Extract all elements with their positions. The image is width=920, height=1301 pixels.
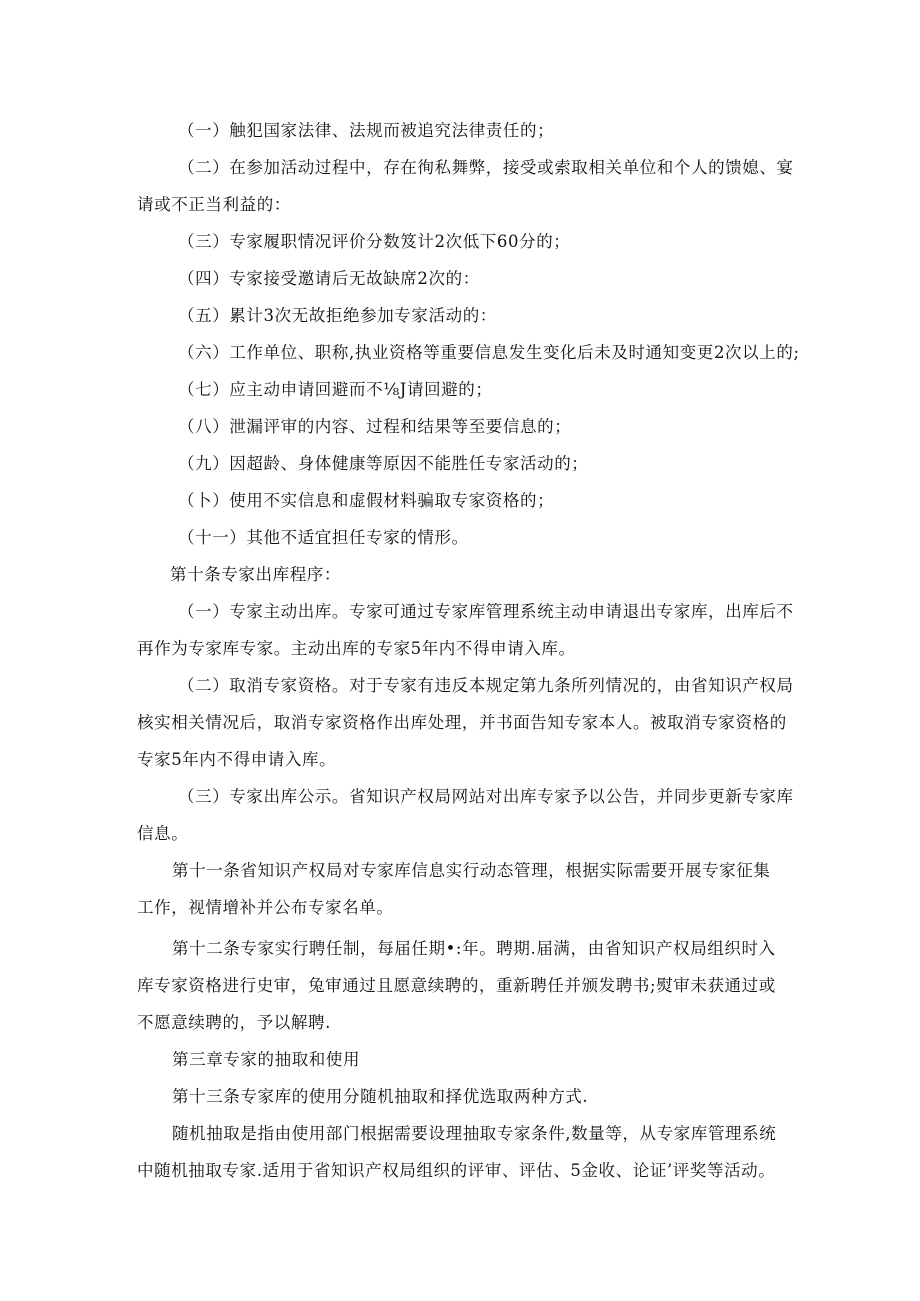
clause-item-4: （四）专家接受邀请后无故缺席2次的：: [178, 269, 480, 288]
clause-item-5: （五）累计3次无故拒绝参加专家活动的：: [178, 306, 497, 325]
clause-item-8: （八）泄漏评审的内容、过程和结果等至要信息的；: [178, 417, 572, 436]
article-12: 第十二条专家实行聘任制，每届任期•:年。聘期.届满，由省知识产权局组织时入: [172, 939, 776, 958]
article-10-item-3-cont: 信息。: [137, 824, 189, 843]
clause-item-2-cont: 请或不正当利益的：: [137, 195, 291, 214]
clause-item-11: （十一）其他不适宜担任专家的情形。: [178, 528, 469, 547]
article-12-cont-2: 不愿意续聘的，予以解聘.: [137, 1013, 331, 1032]
article-10-item-1-cont: 再作为专家库专家。主动出库的专家5年内不得申请入库。: [137, 639, 576, 658]
clause-item-10: （卜）使用不实信息和虚假材料骗取专家资格的；: [178, 491, 555, 510]
article-13: 第十三条专家库的使用分随机抽取和择优选取两种方式.: [172, 1087, 589, 1106]
clause-item-6: （六）工作单位、职称,执业资格等重要信息发生变化后未及时通知变更2次以上的;: [178, 343, 800, 362]
article-10-item-1: （一）专家主动出库。专家可通过专家库管理系统主动申请退出专家库，出库后不: [178, 602, 794, 621]
clause-item-9: （九）因超龄、身体健康等原因不能胜任专家活动的；: [178, 454, 589, 473]
article-10-item-2-cont-2: 专家5年内不得申请入库。: [137, 750, 337, 769]
chapter-3-heading: 第三章专家的抽取和使用: [172, 1050, 361, 1069]
random-selection-para-cont: 中随机抽取专家.适用于省知识产权局组织的评审、评估、5金收、论证’评奖等活动。: [137, 1161, 776, 1180]
article-11: 第十一条省知识产权局对专家库信息实行动态管理，根据实际需要开展专家征集: [172, 861, 771, 880]
article-12-cont-1: 库专家资格进行史审，兔审通过且愿意续聘的，重新聘任并颁发聘书;熨审未获通过或: [137, 976, 776, 995]
article-10-heading: 第十条专家出库程序：: [170, 565, 341, 584]
article-10-item-2: （二）取消专家资格。对于专家有违反本规定第九条所列情况的，由省知识产权局: [178, 676, 794, 695]
random-selection-para: 随机抽取是指由使用部门根据需要设理抽取专家条件,数量等，从专家库管理系统: [172, 1124, 777, 1143]
article-10-item-2-cont-1: 核实相关情况后，取消专家资格作出库处理，并书面告知专家本人。被取消专家资格的: [137, 713, 787, 732]
article-10-item-3: （三）专家出库公示。省知识产权局网站对出库专家予以公告，并同步更新专家库: [178, 787, 794, 806]
article-11-cont: 工作，视情增补并公布专家名单。: [137, 898, 394, 917]
clause-item-7: （七）应主动申请回避而不⅛J请回避的；: [178, 380, 493, 399]
clause-item-2: （二）在参加活动过程中，存在徇私舞弊，接受或索取相关单位和个人的馈媳、宴: [178, 158, 794, 177]
clause-item-1: （一）触犯国家法律、法规而被追究法律责任的；: [178, 121, 555, 140]
clause-item-3: （三）专家履职情况评价分数笈计2次低下60分的；: [178, 232, 571, 251]
